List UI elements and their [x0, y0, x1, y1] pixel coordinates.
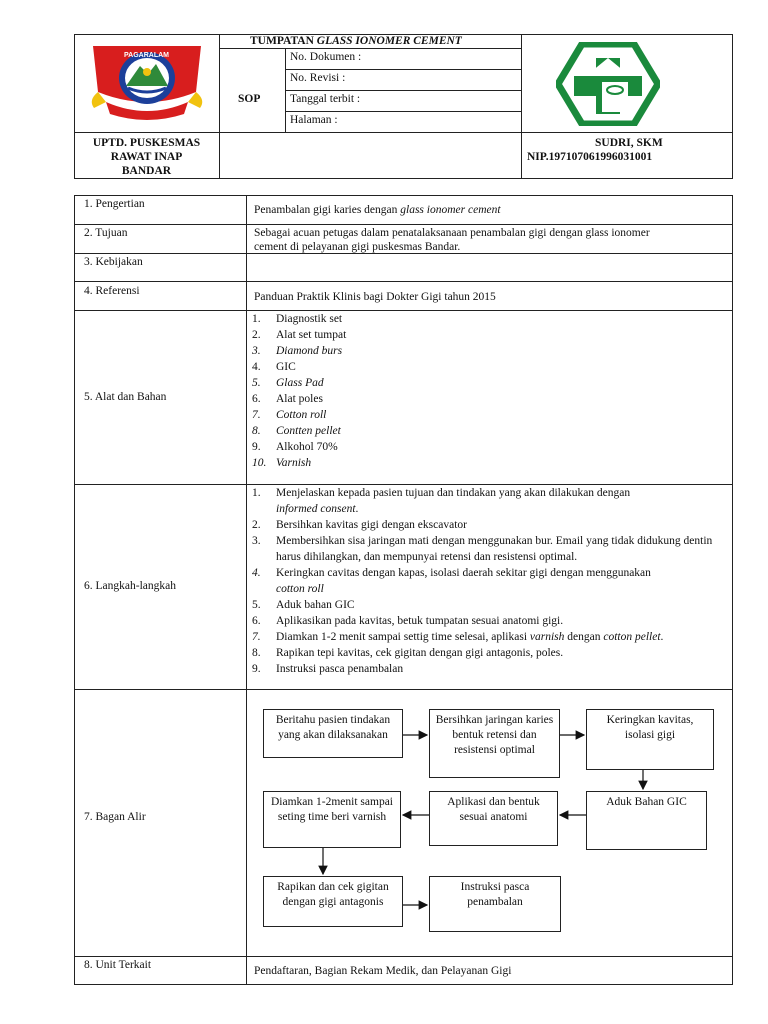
- signer-name: SUDRI, SKM: [595, 137, 663, 149]
- label-pengertian: 1. Pengertian: [84, 198, 145, 210]
- flow-box-inform-patient: Beritahu pasien tindakan yang akan dilaksanakan: [263, 709, 403, 758]
- flow-box-apply-shape: Aplikasi dan bentuk sesuai anatomi: [429, 791, 558, 846]
- label-referensi: 4. Referensi: [84, 285, 140, 297]
- flow-box-set-varnish: Diamkan 1-2menit sampai seting time beri varnish: [263, 791, 401, 848]
- org-line-3: BANDAR: [121, 165, 172, 177]
- list-item: 7. Cotton roll: [252, 409, 327, 421]
- list-item: 10. Varnish: [252, 457, 312, 469]
- value-unit-terkait: Pendaftaran, Bagian Rekam Medik, dan Pelayanan Gigi: [254, 965, 512, 977]
- list-item: 8. Rapikan tepi kavitas, cek gigitan dengan gigi antagonis, poles.: [252, 647, 564, 659]
- flow-box-dry-cavity: Keringkan kavitas, isolasi gigi: [586, 709, 714, 770]
- list-item: 4. GIC: [252, 361, 296, 373]
- list-item: 5. Aduk bahan GIC: [252, 599, 355, 611]
- flow-box-post-instruction: Instruksi pasca penambalan: [429, 876, 561, 932]
- value-referensi: Panduan Praktik Klinis bagi Dokter Gigi tahun 2015: [254, 291, 496, 303]
- doc-field-revision: No. Revisi :: [290, 72, 346, 84]
- list-item: 2. Alat set tumpat: [252, 329, 347, 341]
- flow-box-clean-caries: Bersihkan jaringan karies bentuk retensi dan resistensi optimal: [429, 709, 560, 778]
- flow-box-trim-check: Rapikan dan cek gigitan dengan gigi antagonis: [263, 876, 403, 927]
- list-item: 6. Alat poles: [252, 393, 323, 405]
- list-item: 8. Contten pellet: [252, 425, 341, 437]
- list-item: 7. Diamkan 1-2 menit sampai settig time selesai, aplikasi varnish dengan cotton pellet.: [252, 631, 664, 643]
- list-item: 4. Keringkan cavitas dengan kapas, isolasi daerah sekitar gigi dengan menggunakan cotton roll: [252, 567, 651, 595]
- org-line-1: UPTD. PUSKESMAS: [92, 137, 201, 149]
- flow-box-mix-gic: Aduk Bahan GIC: [586, 791, 707, 850]
- list-item: 9. Instruksi pasca penambalan: [252, 663, 404, 675]
- label-unit-terkait: 8. Unit Terkait: [84, 959, 152, 971]
- logo-ribbon-text: PAGARALAM: [124, 52, 169, 59]
- doc-field-page: Halaman :: [290, 114, 338, 126]
- label-langkah: 6. Langkah-langkah: [84, 580, 176, 592]
- list-item: 1. Menjelaskan kepada pasien tujuan dan tindakan yang akan dilakukan dengan informed consent.: [252, 487, 631, 515]
- list-item: 2. Bersihkan kavitas gigi dengan ekscavator: [252, 519, 467, 531]
- list-item: 3. Diamond burs: [252, 345, 343, 357]
- list-item: 3. Membersihkan sisa jaringan mati dengan menggunakan bur. Email yang tidak didukung dentin harus dihilangkan, dan mempunyai retensi dan resistensi optimal.: [252, 535, 713, 563]
- document-title: TUMPATAN GLASS IONOMER CEMENT: [250, 35, 462, 47]
- label-bagan-alir: 7. Bagan Alir: [84, 811, 146, 823]
- label-alat-bahan: 5. Alat dan Bahan: [84, 391, 167, 403]
- org-line-2: RAWAT INAP: [110, 151, 183, 163]
- label-kebijakan: 3. Kebijakan: [84, 256, 143, 268]
- list-item: 6. Aplikasikan pada kavitas, betuk tumpatan sesuai anatomi gigi.: [252, 615, 564, 627]
- value-tujuan-line-2: cement di pelayanan gigi puskesmas Bandar.: [254, 241, 461, 253]
- label-tujuan: 2. Tujuan: [84, 227, 128, 239]
- value-tujuan-line-1: Sebagai acuan petugas dalam penatalaksanaan penambalan gigi dengan glass ionomer: [254, 227, 650, 239]
- list-item: 9. Alkohol 70%: [252, 441, 338, 453]
- sop-label: SOP: [238, 93, 261, 105]
- doc-field-issue-date: Tanggal terbit :: [290, 93, 361, 105]
- value-pengertian: Penambalan gigi karies dengan glass ionomer cement: [254, 204, 501, 216]
- list-item: 1. Diagnostik set: [252, 313, 343, 325]
- doc-field-number: No. Dokumen :: [290, 51, 362, 63]
- signer-nip: NIP.197107061996031001: [527, 151, 653, 163]
- list-item: 5. Glass Pad: [252, 377, 324, 389]
